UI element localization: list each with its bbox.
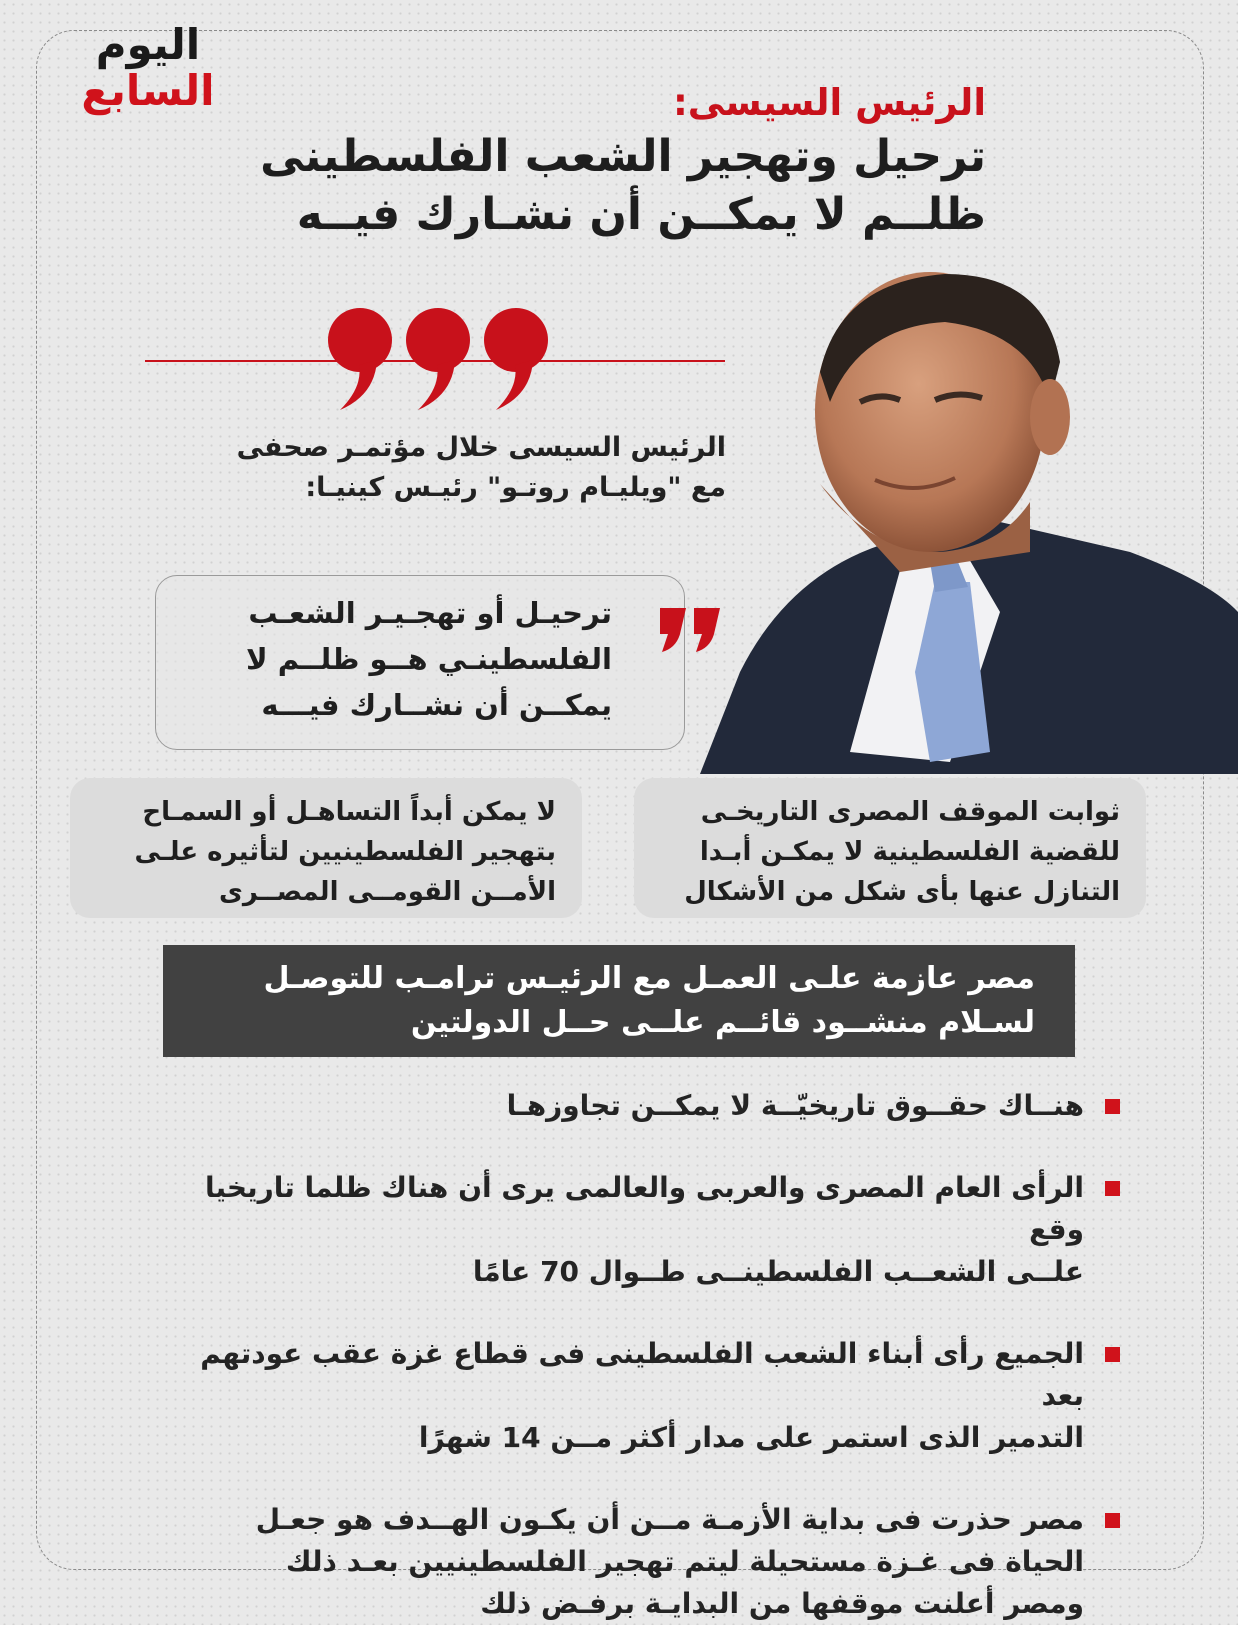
header-title-line-2: ظلــم لا يمكــن أن نشـارك فيــه: [296, 189, 986, 240]
bullet-4-line-1: مصر حذرت فى بداية الأزمـة مــن أن يكـون الهــدف هو جعـل: [255, 1503, 1084, 1536]
quote-line-3: يمكــن أن نشــارك فيـــه: [261, 688, 612, 722]
header-kicker: الرئيس السيسى:: [673, 81, 986, 124]
list-item: [180, 1499, 1120, 1625]
quote-line-2: الفلسطينـي هــو ظلــم لا: [246, 642, 612, 676]
banner-line-2: لسـلام منشــود قائــم علــى حــل الدولتين: [410, 1005, 1035, 1040]
bullet-2-line-1: الرأى العام المصرى والعربى والعالمى يرى أن هناك ظلما تاريخيا وقع: [204, 1171, 1084, 1246]
bullet-square-icon: [1105, 1513, 1120, 1528]
bullet-1-line-1: هنــاك حقــوق تاريخيّــة لا يمكــن تجاوزهـا: [506, 1089, 1084, 1122]
card-national-security: [70, 778, 582, 918]
quote-icon: [654, 604, 724, 654]
intro-line-2: مع "ويليـام روتـو" رئيـس كينيـا:: [305, 472, 726, 503]
card-right-line-1: ثوابت الموقف المصرى التاريخـى: [700, 797, 1120, 827]
bullet-square-icon: [1105, 1347, 1120, 1362]
intro-line-1: الرئيس السيسى خلال مؤتمـر صحفى: [236, 432, 726, 463]
quote-text: [172, 590, 612, 728]
logo-line-2: السابع: [81, 66, 215, 115]
youm7-logo[interactable]: [78, 22, 218, 138]
list-item: [180, 1167, 1120, 1293]
banner-line-1: مصر عازمة علـى العمـل مع الرئيـس ترامـب للتوصـل: [263, 961, 1035, 996]
card-historical-stance: [634, 778, 1146, 918]
quote-box: [155, 575, 685, 750]
list-item: [180, 1085, 1120, 1127]
intro-text: [166, 428, 726, 508]
bullet-2-line-2: علــى الشعــب الفلسطينــى طــوال 70 عامًا: [472, 1255, 1084, 1288]
president-portrait: [700, 252, 1238, 774]
header-title-line-1: ترحيل وتهجير الشعب الفلسطينى: [260, 131, 986, 182]
bullet-square-icon: [1105, 1181, 1120, 1196]
card-right-line-3: التنازل عنها بأى شكل من الأشكال: [684, 877, 1120, 907]
quote-line-1: ترحيـل أو تهجـيـر الشعـب: [248, 596, 612, 630]
card-left-line-2: بتهجير الفلسطينيين لتأثيره علـى: [134, 837, 556, 867]
banner-two-state: [163, 945, 1075, 1057]
header: [226, 78, 986, 244]
quotation-marks-icon: [325, 305, 555, 415]
card-left-line-3: الأمــن القومــى المصــرى: [218, 877, 556, 907]
bullet-4-line-3: ومصر أعلنت موقفها من البدايـة برفـض ذلك: [480, 1587, 1084, 1620]
logo-line-1: اليوم: [95, 20, 201, 69]
bullet-list: [180, 1085, 1120, 1625]
bullet-4-line-2: الحياة فى غـزة مستحيلة ليتم تهجير الفلسطينيين بعـد ذلك: [285, 1545, 1084, 1578]
bullet-square-icon: [1105, 1099, 1120, 1114]
card-left-line-1: لا يمكن أبداً التساهـل أو السمـاح: [142, 797, 556, 827]
bullet-3-line-1: الجميع رأى أبناء الشعب الفلسطينى فى قطاع غزة عقب عودتهم بعد: [200, 1337, 1084, 1412]
bullet-3-line-2: التدمير الذى استمر على مدار أكثر مــن 14 شهرًا: [418, 1421, 1084, 1454]
list-item: [180, 1333, 1120, 1459]
card-right-line-2: للقضية الفلسطينية لا يمكـن أبـدا: [699, 837, 1120, 867]
